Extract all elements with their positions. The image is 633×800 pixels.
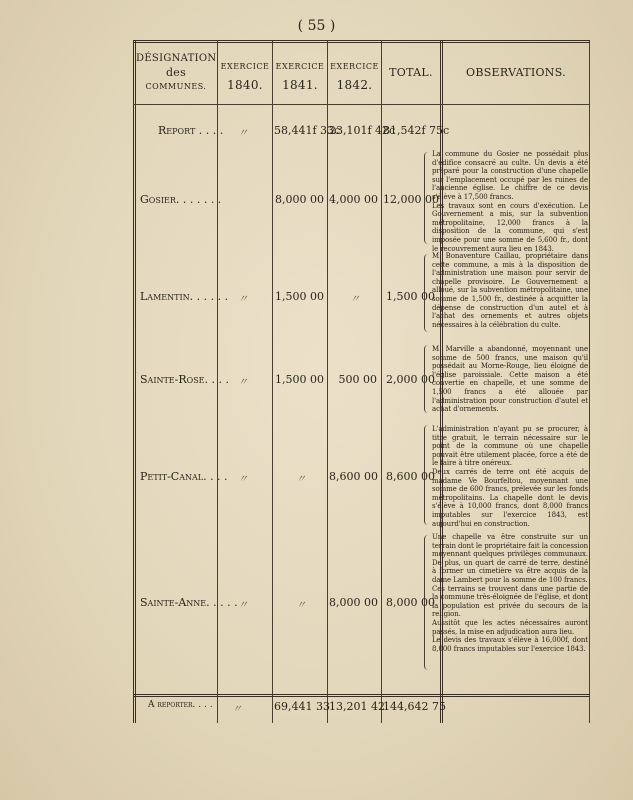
year-1842-label: 1842. — [336, 78, 373, 92]
commune-name: Petit-Canal. . . . — [140, 470, 228, 483]
report-total-cell: 81,542f 75c — [383, 124, 450, 137]
designation-header — [136, 52, 216, 94]
cell-1841: 1,500 00 — [275, 373, 324, 386]
cell-1841: 1,500 00 — [275, 290, 324, 303]
a-reporter-row — [0, 700, 633, 714]
report-label: Report . . . . — [158, 124, 224, 137]
exercice-label: EXERCICE — [330, 62, 379, 71]
header-bottom-rule — [133, 104, 590, 105]
year-1840-label: 1840. — [227, 78, 263, 92]
brace — [424, 254, 431, 332]
report-1841-cell: 58,441f 33c — [274, 124, 341, 137]
cell-1840: 〃 — [238, 377, 248, 388]
observation-text: M. Marville a abandonné, moyennant une somme de 500 francs, une maison qu'il possédait au Morne-Rouge, lieu éloigné de l'église paroissiale. Cette maison a été convertie en chapelle, et une somme de 1,500 francs a été allouée par l'administration pour construction d'autel et achat d'ornements. — [432, 345, 588, 414]
commune-name: Gosier. . . . . . . — [140, 193, 222, 206]
observation-text: M. Bonaventure Caillau, propriétaire dans cette commune, a mis à la disposition de l'administration une maison pour servir de chapelle provisoire. Le Gouvernement a alloué, sur la subvention métropolitaine, une somme de 1,500 fr., destinée à acquitter la dépense de construction d'un autel et à l'achat des ornements et autres objets nécessaires à la célébration du culte. — [432, 252, 588, 329]
commune-name: Lamentin. . . . . . — [140, 290, 229, 303]
total-header: TOTAL. — [389, 66, 433, 79]
total-separator-rule — [133, 694, 590, 697]
cell-1842: 〃 — [350, 294, 360, 305]
cell-1840: 〃 — [238, 600, 248, 611]
cell-total: 2,000 00 — [386, 373, 435, 386]
observations-header: OBSERVATIONS. — [466, 66, 566, 79]
cell-total: 12,000 00 — [383, 193, 439, 206]
report-1842-cell: 23,101f 42c — [329, 124, 396, 137]
page-number: ( 55 ) — [297, 18, 336, 34]
cell-1841: 8,000 00 — [275, 193, 324, 206]
cell-1842: 8,000 00 — [329, 596, 378, 609]
designation-header-line1: DÉSIGNATION — [136, 53, 217, 64]
commune-name: Sainte-Anne. . . . . — [140, 596, 238, 609]
commune-name: Sainte-Rose. . . . — [140, 373, 230, 386]
cell-1842: 500 00 — [338, 373, 377, 386]
cell-1840: 〃 — [238, 294, 248, 305]
cell-total: 8,600 00 — [386, 470, 435, 483]
brace — [424, 345, 431, 413]
cell-total: 1,500 00 — [386, 290, 435, 303]
observation-text: Une chapelle va être construite sur un terrain dont le propriétaire fait la concession moyennant quelques privilèges communaux. De plus, un quart de carré de terre, destiné à former un cimetière va être acquis de la dame Lambert pour la somme de 100 francs. Ces terrains se trouvent dans une partie de la commune très-éloignée de l'église, et dont la population est privée du secours de la religion. Aussitôt que les actes nécessaires auront passés, la mise en adjudication aura lieu. Le devis des travaux s'élève à 16,000f, dont 8,000 francs imputables sur l'exercice 1843. — [432, 533, 588, 653]
report-1840-cell: 〃 — [238, 128, 248, 139]
brace — [424, 535, 431, 670]
exercice-label: EXERCICE — [220, 62, 270, 71]
report-row — [0, 124, 633, 138]
cell-1842: 4,000 00 — [329, 193, 378, 206]
year-1841-label: 1841. — [282, 78, 318, 92]
exercice-1841-header — [273, 60, 327, 92]
designation-header-line2: des — [165, 66, 187, 79]
cell-1840: 〃 — [238, 474, 248, 485]
a-reporter-label: A reporter. . . . — [148, 700, 213, 710]
exercice-1842-header — [328, 60, 381, 92]
brace — [424, 425, 431, 525]
observation-text: L'administration n'ayant pu se procurer, à titre gratuit, le terrain nécessaire sur le point de la commune où une chapelle pouvait être utilement placée, force a été de le faire à titre onéreux. Deux carrés de terre ont été acquis de madame Ve Bourfeltou, moyennant une somme de 600 francs, prélevée sur les fonds métropolitains. La chapelle dont le devis s'élève à 10,000 francs, dont 8,000 francs imputables sur l'exercice 1843, est aujourd'hui en construction. — [432, 425, 588, 528]
a-reporter-1840-cell: 〃 — [232, 704, 242, 715]
observation-text: La commune du Gosier ne possédait plus d'édifice consacré au culte. Un devis a été préparé pour la construction d'une chapelle sur l'emplacement occupé par les ruines de l'ancienne église. Le chiffre de ce devis s'élève à 17,500 francs. Les travaux sont en cours d'exécution. Le Gouvernement a mis, sur la subvention métropolitaine, 12,000 francs à la disposition de la commune, qui s'est imposée pour une somme de 5,600 fr., dont le recouvrement aura lieu en 1843. — [432, 150, 588, 253]
exercice-1840-header — [218, 60, 272, 92]
a-reporter-1841-cell: 69,441 33 — [274, 700, 330, 713]
a-reporter-1842-cell: 13,201 42 — [329, 700, 385, 713]
cell-1842: 8,600 00 — [329, 470, 378, 483]
designation-header-line3: COMMUNES. — [145, 82, 207, 91]
exercice-label: EXERCICE — [275, 62, 325, 71]
a-reporter-total-cell: 144,642 75 — [383, 700, 446, 713]
cell-total: 8,000 00 — [386, 596, 435, 609]
cell-1841: 〃 — [296, 474, 306, 485]
table-top-border — [133, 40, 590, 43]
brace — [424, 152, 431, 244]
cell-1841: 〃 — [296, 600, 306, 611]
